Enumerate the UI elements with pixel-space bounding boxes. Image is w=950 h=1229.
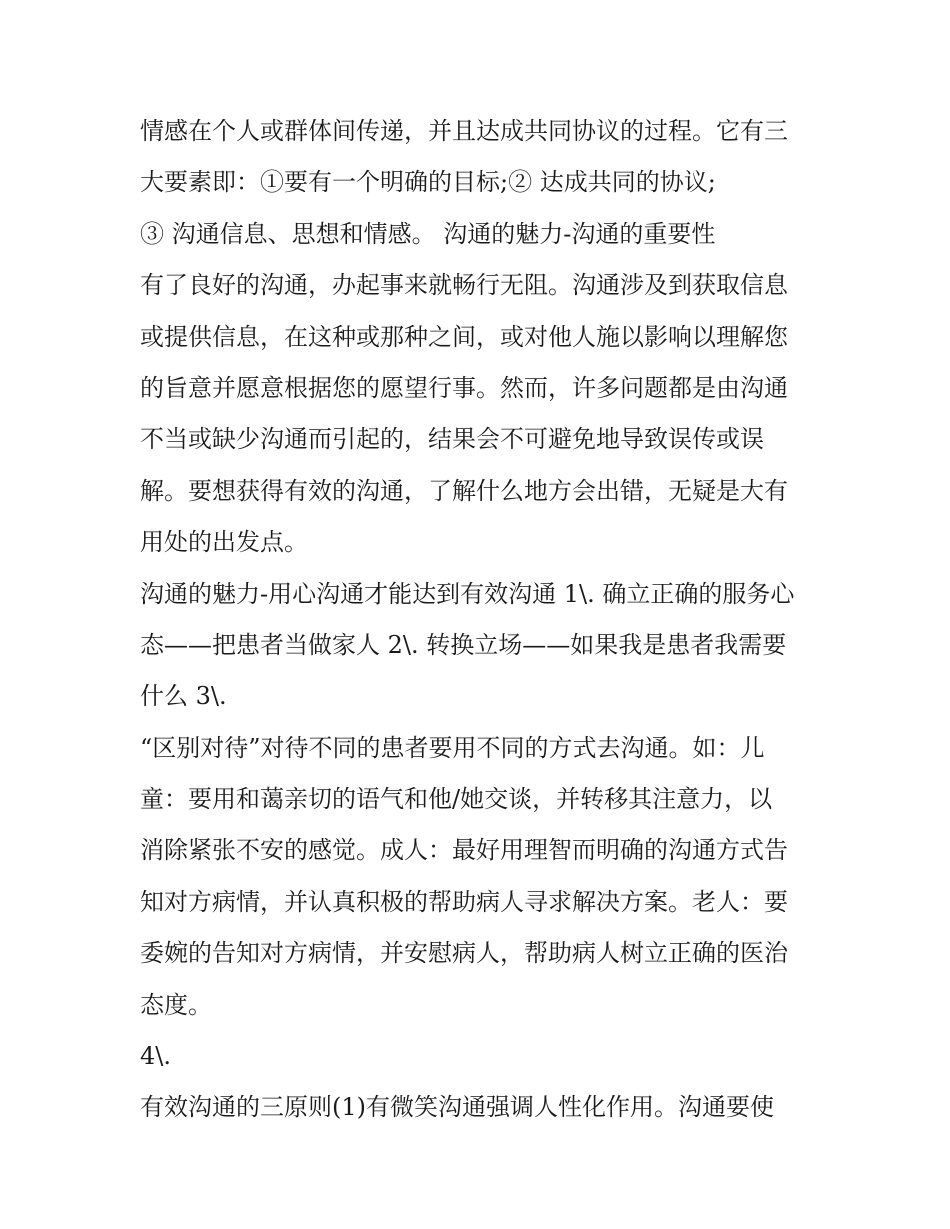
- text-line: 消除紧张不安的感觉。成人：最好用理智而明确的沟通方式告: [140, 836, 788, 865]
- text-line: 态——把患者当做家人 2\. 转换立场——如果我是患者我需要: [140, 630, 787, 659]
- text-line: 有了良好的沟通，办起事来就畅行无阻。沟通涉及到获取信息: [140, 271, 788, 300]
- text-line: 的旨意并愿意根据您的愿望行事。然而，许多问题都是由沟通: [140, 373, 788, 402]
- text-line: 有效沟通的三原则(1)有微笑沟通强调人性化作用。沟通要使: [140, 1093, 774, 1122]
- text-line: 不当或缺少沟通而引起的，结果会不可避免地导致误传或误: [140, 425, 764, 454]
- text-line: 用处的出发点。: [140, 528, 308, 557]
- text-line: 情感在个人或群体间传递，并且达成共同协议的过程。它有三: [140, 117, 788, 145]
- text-line: 什么 3\.: [140, 682, 227, 711]
- text-line: ③ 沟通信息、思想和情感。 沟通的魅力-沟通的重要性: [140, 219, 716, 248]
- text-line: 沟通的魅力-用心沟通才能达到有效沟通 1\. 确立正确的服务心: [140, 579, 795, 608]
- text-line: 童：要用和蔼亲切的语气和他/她交谈，并转移其注意力，以: [140, 785, 773, 814]
- text-line: 大要素即：①要有一个明确的目标;② 达成共同的协议;: [140, 168, 716, 197]
- text-line: 委婉的告知对方病情，并安慰病人，帮助病人树立正确的医治: [140, 939, 788, 968]
- text-line: 解。要想获得有效的沟通，了解什么地方会出错，无疑是大有: [140, 476, 788, 505]
- text-line: 4\.: [140, 1042, 171, 1071]
- text-line: 知对方病情，并认真积极的帮助病人寻求解决方案。老人：要: [140, 887, 788, 916]
- text-line: 或提供信息，在这种或那种之间，或对他人施以影响以理解您: [140, 322, 788, 351]
- body-text: [140, 106, 840, 1134]
- text-line: “区别对待”对待不同的患者要用不同的方式去沟通。如：儿: [140, 733, 765, 762]
- text-line: 态度。: [140, 990, 212, 1019]
